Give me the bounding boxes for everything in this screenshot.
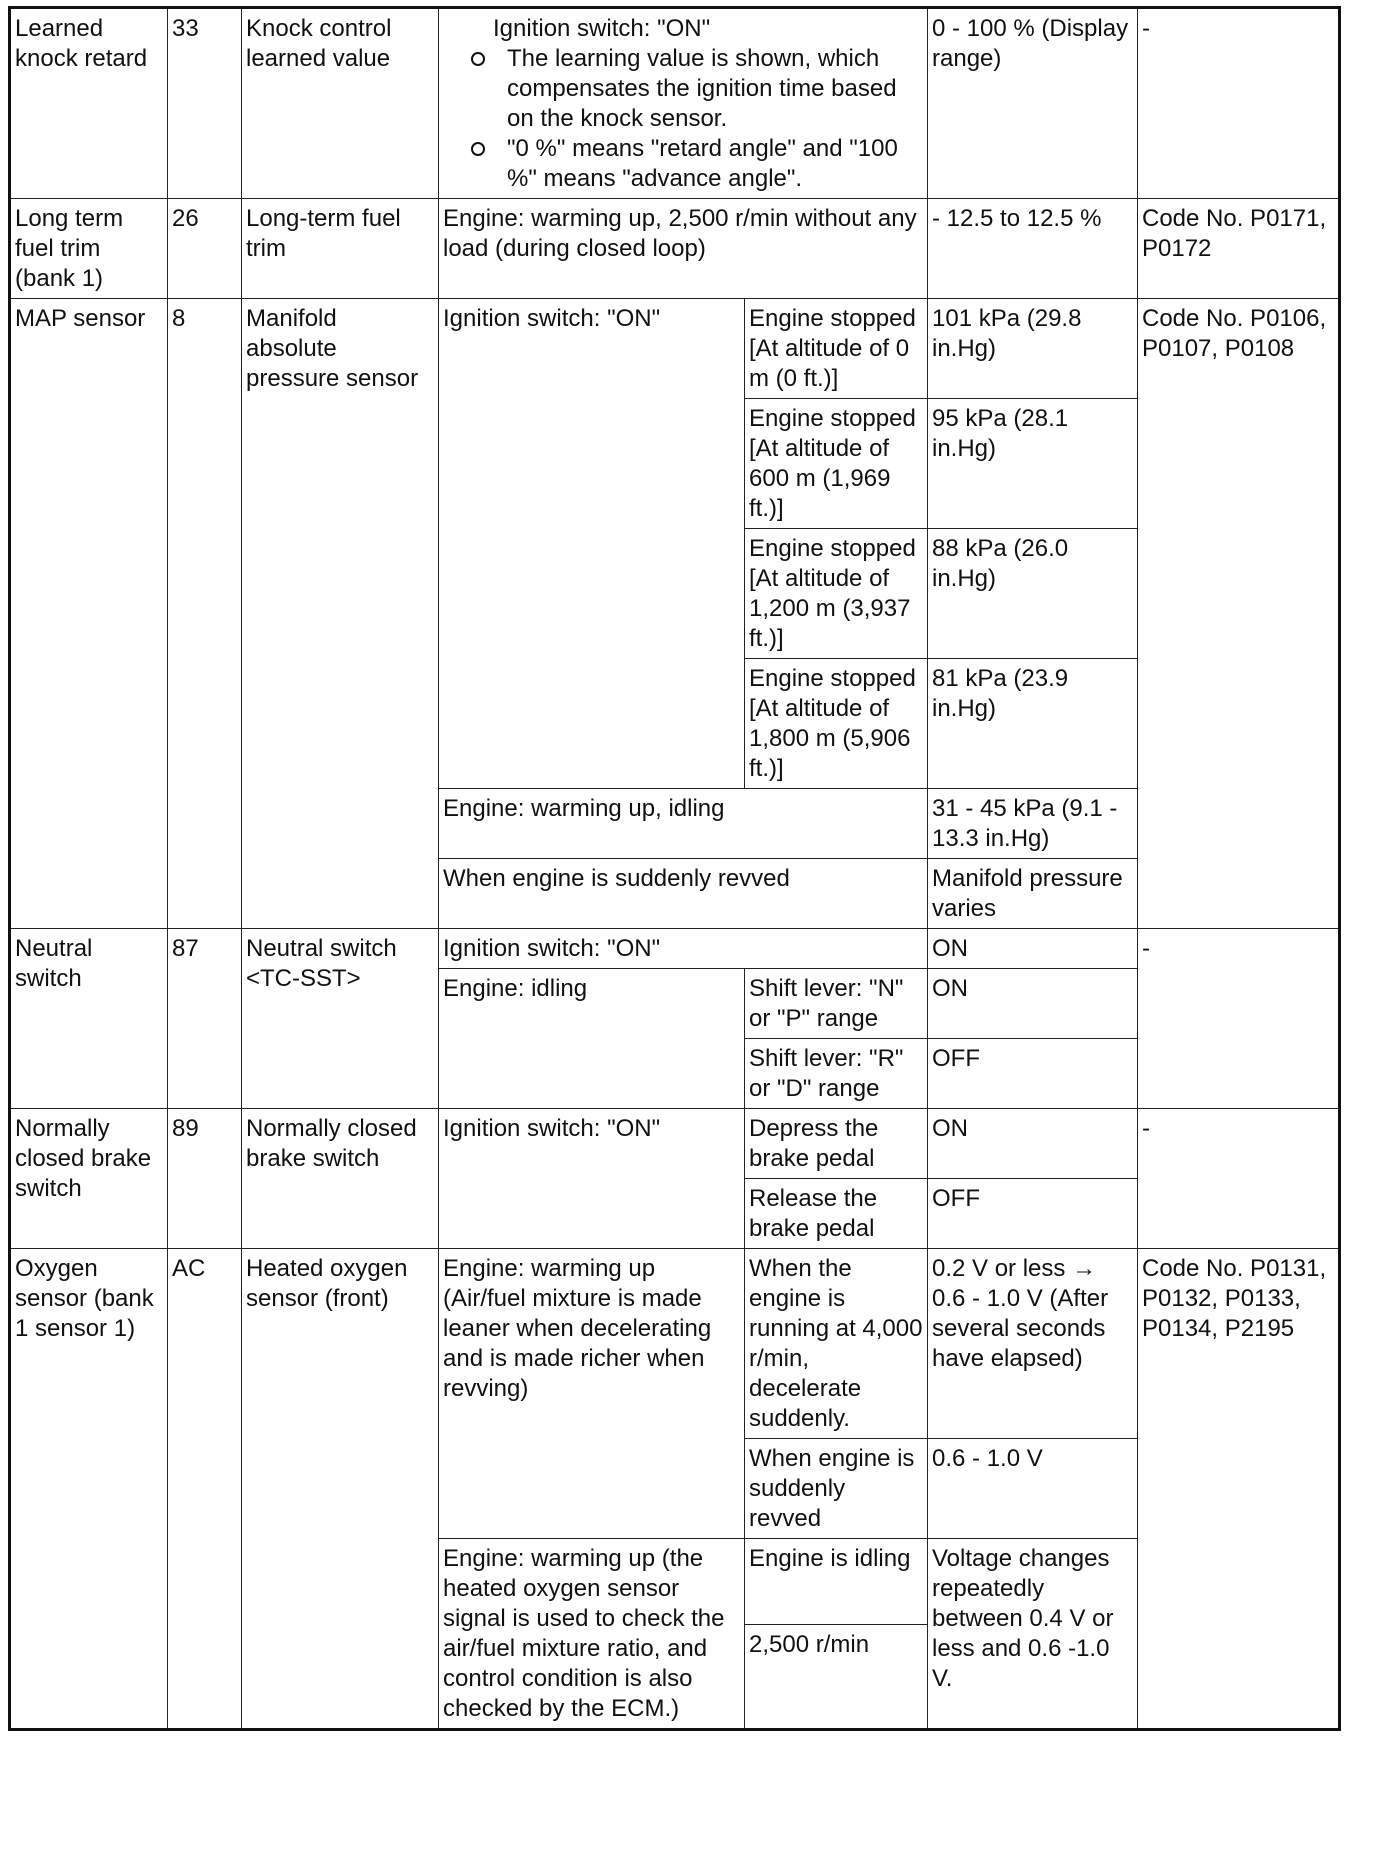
dtc-cell: -: [1138, 8, 1340, 199]
condition-cell: Engine: idling: [439, 969, 745, 1109]
spec-cell: 81 kPa (23.9 in.Hg): [928, 659, 1138, 789]
pid-cell: 33: [168, 8, 242, 199]
subcondition-cell: Engine stopped [At altitude of 1,800 m (5,906 ft.)]: [745, 659, 928, 789]
list-item: The learning value is shown, which compensates the ignition time based on the knock sensor.: [463, 44, 923, 134]
bullet-circle-icon: [471, 142, 485, 156]
condition-cell: Ignition switch: "ON": [439, 929, 928, 969]
spec-cell: ON: [928, 1109, 1138, 1179]
dtc-cell: Code No. P0131, P0132, P0133, P0134, P2195: [1138, 1249, 1340, 1730]
condition-cell: [439, 8, 928, 199]
spec-cell: 101 kPa (29.8 in.Hg): [928, 299, 1138, 399]
item-cell: Learned knock retard: [10, 8, 168, 199]
subcondition-cell: Release the brake pedal: [745, 1179, 928, 1249]
item-cell: Oxygen sensor (bank 1 sensor 1): [10, 1249, 168, 1730]
description-cell: Manifold absolute pressure sensor: [242, 299, 439, 929]
subcondition-cell: Shift lever: "R" or "D" range: [745, 1039, 928, 1109]
dtc-cell: -: [1138, 1109, 1340, 1249]
condition-cell: Engine: warming up, 2,500 r/min without any load (during closed loop): [439, 199, 928, 299]
condition-cell: Engine: warming up, idling: [439, 789, 928, 859]
pid-cell: 87: [168, 929, 242, 1109]
spec-cell: Voltage changes repeatedly between 0.4 V or less and 0.6 -1.0 V.: [928, 1539, 1138, 1730]
spec-cell: OFF: [928, 1179, 1138, 1249]
condition-bullet-list: [443, 44, 923, 194]
table-row: [10, 8, 1340, 199]
subcondition-cell: 2,500 r/min: [745, 1625, 928, 1730]
description-cell: Heated oxygen sensor (front): [242, 1249, 439, 1730]
dtc-cell: -: [1138, 929, 1340, 1109]
description-cell: Long-term fuel trim: [242, 199, 439, 299]
subcondition-cell: Engine stopped [At altitude of 600 m (1,969 ft.)]: [745, 399, 928, 529]
spec-cell: 0.6 - 1.0 V: [928, 1439, 1138, 1539]
spec-cell: 31 - 45 kPa (9.1 - 13.3 in.Hg): [928, 789, 1138, 859]
item-cell: MAP sensor: [10, 299, 168, 929]
pid-cell: 89: [168, 1109, 242, 1249]
subcondition-cell: Engine stopped [At altitude of 1,200 m (3,937 ft.)]: [745, 529, 928, 659]
table-row: [10, 929, 1340, 969]
spec-cell: ON: [928, 969, 1138, 1039]
spec-cell: ON: [928, 929, 1138, 969]
subcondition-cell: Engine is idling: [745, 1539, 928, 1625]
dtc-cell: Code No. P0171, P0172: [1138, 199, 1340, 299]
table-row: [10, 199, 1340, 299]
pid-cell: 8: [168, 299, 242, 929]
pid-cell: AC: [168, 1249, 242, 1730]
spec-cell: 88 kPa (26.0 in.Hg): [928, 529, 1138, 659]
condition-title: Ignition switch: "ON": [493, 15, 711, 42]
condition-cell: Ignition switch: "ON": [439, 299, 745, 789]
spec-cell: - 12.5 to 12.5 %: [928, 199, 1138, 299]
spec-cell: OFF: [928, 1039, 1138, 1109]
spec-cell: 0.2 V or less → 0.6 - 1.0 V (After several seconds have elapsed): [928, 1249, 1138, 1439]
item-cell: Neutral switch: [10, 929, 168, 1109]
subcondition-cell: When the engine is running at 4,000 r/min, decelerate suddenly.: [745, 1249, 928, 1439]
inspection-spec-table: [8, 6, 1341, 1731]
subcondition-cell: Depress the brake pedal: [745, 1109, 928, 1179]
condition-cell: When engine is suddenly revved: [439, 859, 928, 929]
spec-cell: 95 kPa (28.1 in.Hg): [928, 399, 1138, 529]
dtc-cell: Code No. P0106, P0107, P0108: [1138, 299, 1340, 929]
condition-cell: Ignition switch: "ON": [439, 1109, 745, 1249]
subcondition-cell: When engine is suddenly revved: [745, 1439, 928, 1539]
condition-cell: Engine: warming up (Air/fuel mixture is made leaner when decelerating and is made richer when revving): [439, 1249, 745, 1539]
description-cell: Knock control learned value: [242, 8, 439, 199]
table-row: [10, 1249, 1340, 1439]
table-row: [10, 299, 1340, 399]
spec-cell: Manifold pressure varies: [928, 859, 1138, 929]
item-cell: Long term fuel trim (bank 1): [10, 199, 168, 299]
spec-cell: 0 - 100 % (Display range): [928, 8, 1138, 199]
item-cell: Normally closed brake switch: [10, 1109, 168, 1249]
pid-cell: 26: [168, 199, 242, 299]
bullet-circle-icon: [471, 52, 485, 66]
subcondition-cell: Engine stopped [At altitude of 0 m (0 ft.)]: [745, 299, 928, 399]
list-item: "0 %" means "retard angle" and "100 %" means "advance angle".: [463, 134, 923, 194]
description-cell: Normally closed brake switch: [242, 1109, 439, 1249]
subcondition-cell: Shift lever: "N" or "P" range: [745, 969, 928, 1039]
condition-cell: Engine: warming up (the heated oxygen sensor signal is used to check the air/fuel mixture ratio, and control condition is also checked by the ECM.): [439, 1539, 745, 1730]
table-row: [10, 1109, 1340, 1179]
description-cell: Neutral switch <TC-SST>: [242, 929, 439, 1109]
